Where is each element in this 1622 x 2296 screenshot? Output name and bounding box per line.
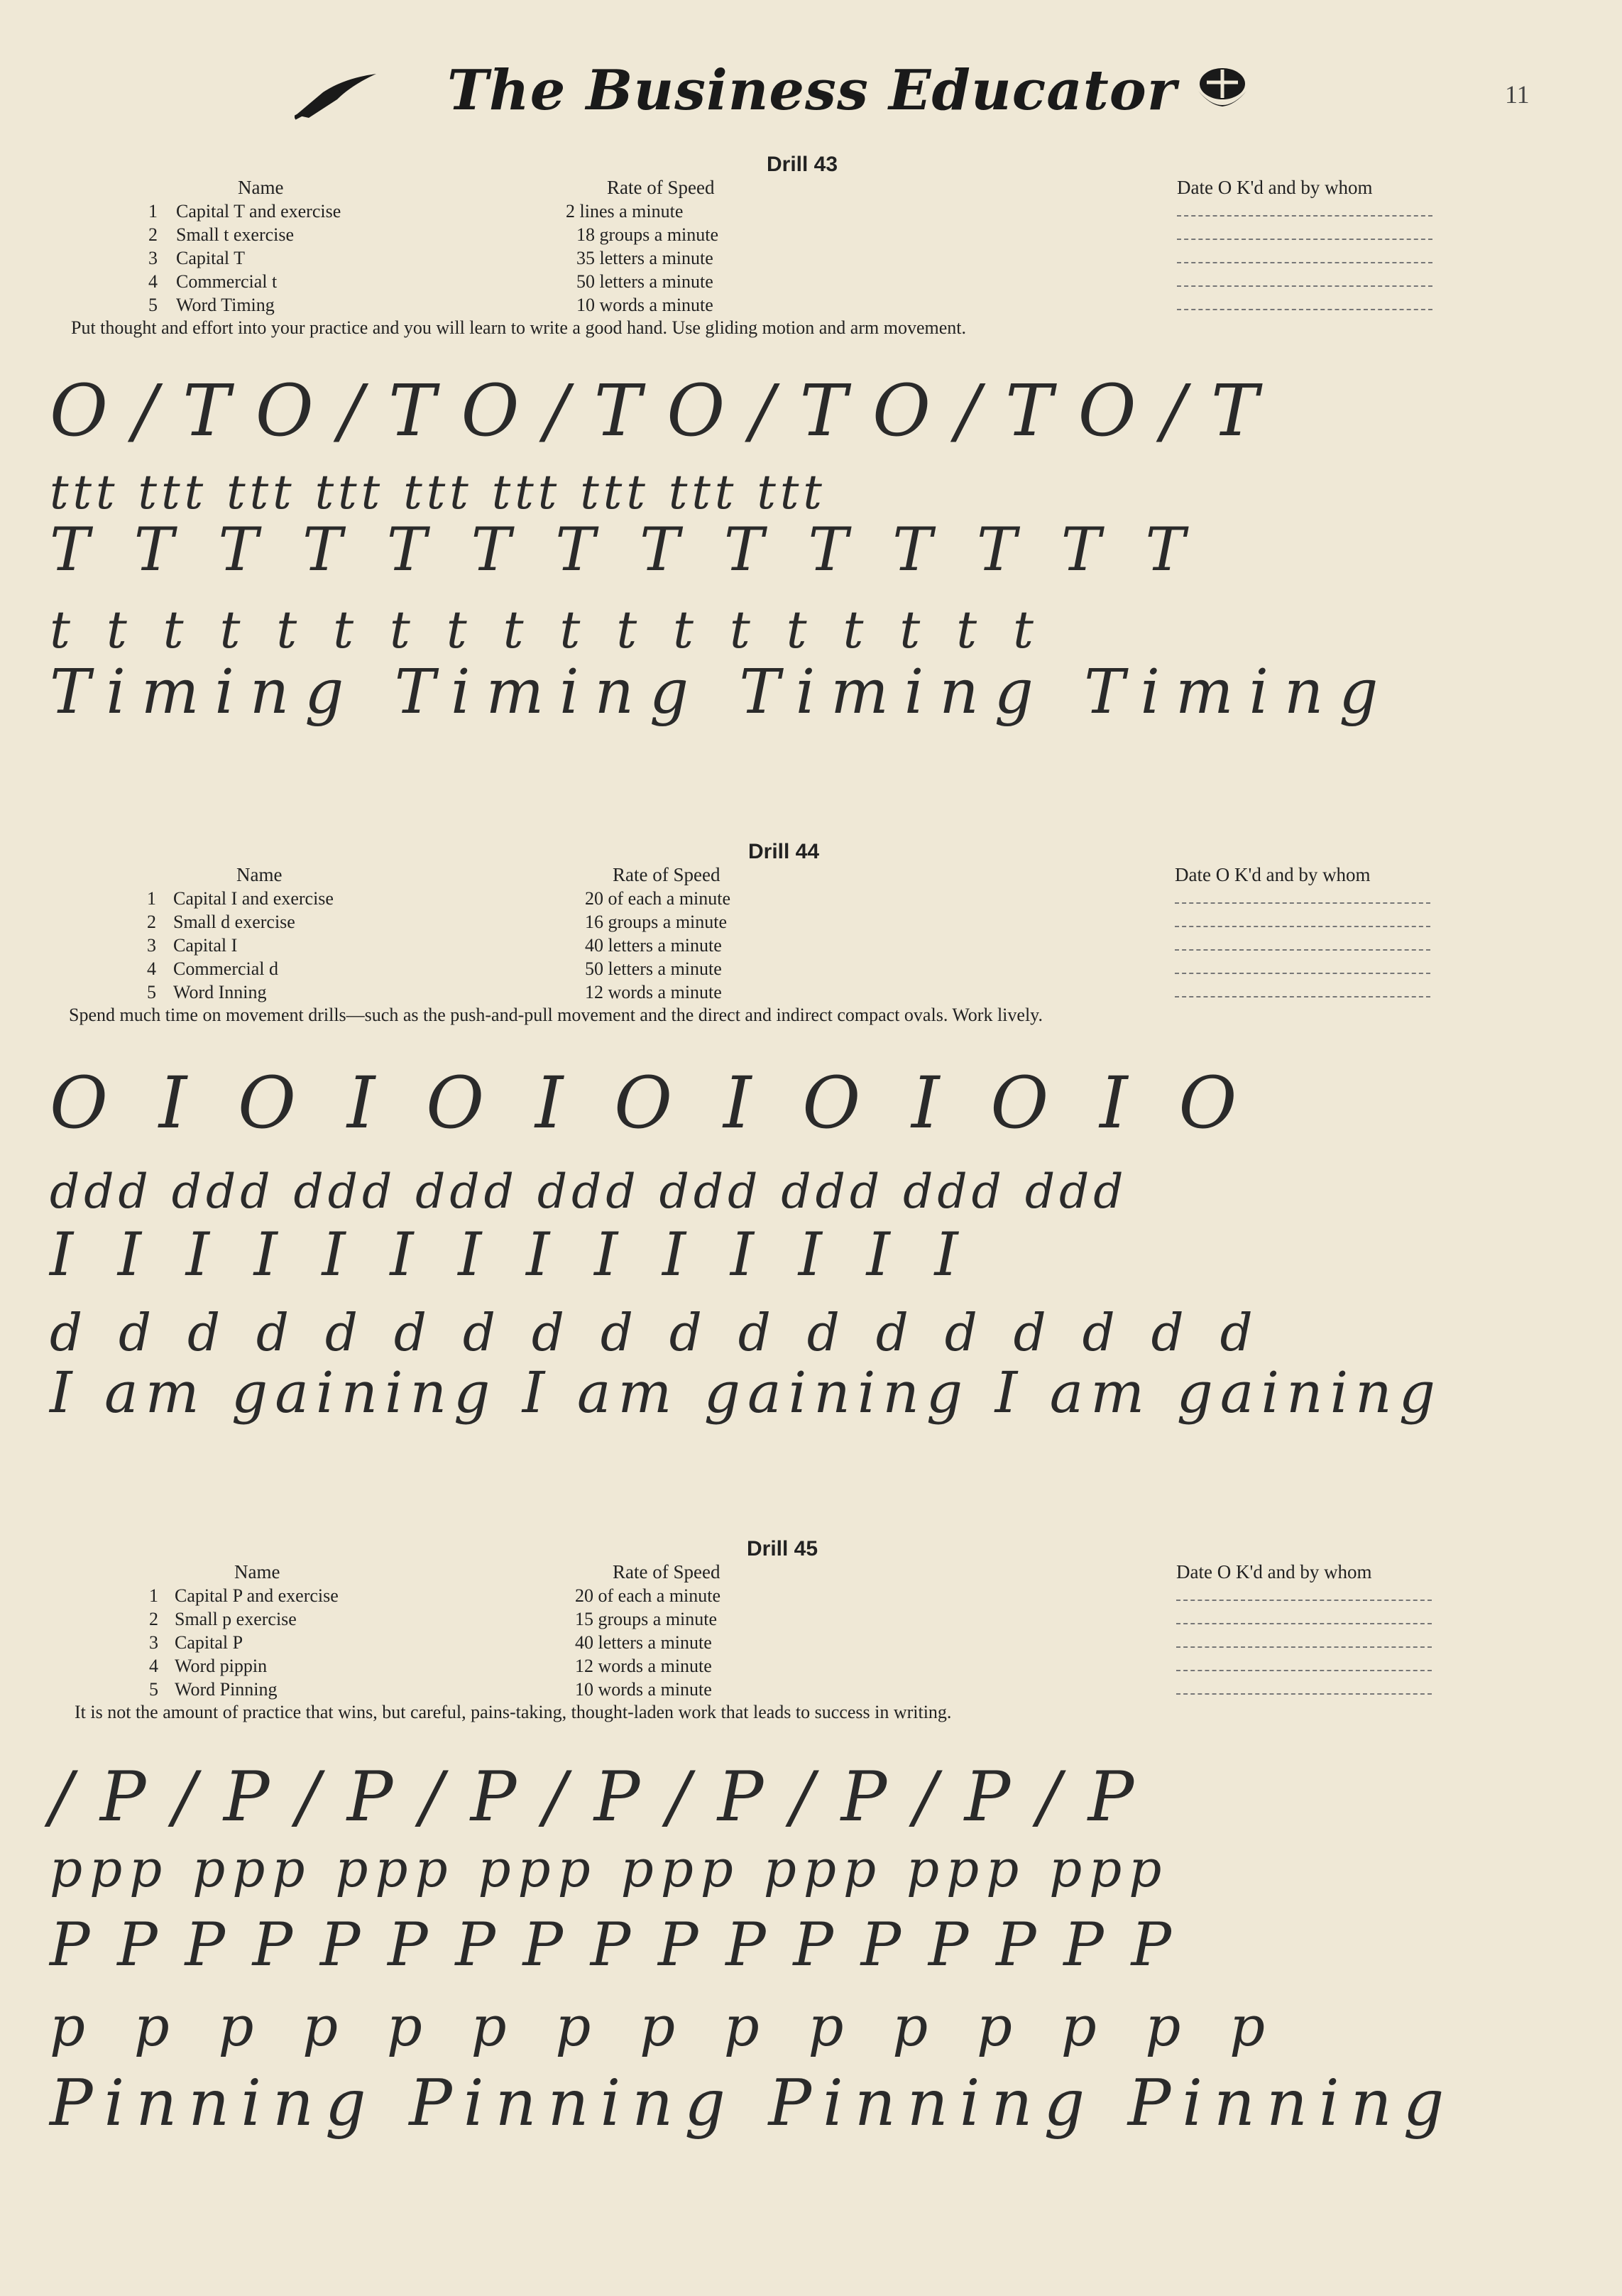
row-number: 5 — [148, 295, 158, 315]
column-date: Date O K'd and by whom — [1175, 864, 1371, 885]
drill-title: Drill 43 — [767, 153, 838, 176]
script-practice-line — [50, 1995, 1555, 2059]
row-rate: 10 words a minute — [575, 1679, 712, 1700]
table-row — [0, 888, 1622, 912]
table-row — [0, 982, 1622, 1005]
signature-blank — [1176, 1609, 1432, 1624]
row-number: 4 — [148, 271, 158, 292]
signature-blank — [1177, 295, 1432, 310]
drill-title: Drill 44 — [748, 840, 820, 863]
script-text: Pinning Pinning Pinning Pinning — [50, 2066, 1456, 2141]
row-rate: 12 words a minute — [575, 1656, 712, 1676]
row-number: 2 — [148, 224, 158, 245]
table-row — [0, 271, 1622, 295]
column-date: Date O K'd and by whom — [1177, 177, 1373, 198]
script-text: ttt ttt ttt ttt ttt ttt ttt ttt ttt — [50, 465, 826, 520]
script-practice-line — [50, 369, 1555, 454]
table-row — [0, 958, 1622, 982]
row-number: 1 — [149, 1585, 158, 1606]
row-number: 1 — [147, 888, 156, 909]
script-practice-line — [50, 1839, 1555, 1903]
masthead — [0, 50, 1622, 135]
emblem-icon — [1193, 62, 1253, 119]
column-name: Name — [238, 177, 284, 198]
row-number: 3 — [149, 1632, 158, 1653]
signature-blank — [1176, 1632, 1432, 1648]
signature-blank — [1175, 958, 1430, 974]
row-number: 5 — [149, 1679, 158, 1700]
row-number: 5 — [147, 982, 156, 1002]
column-rate: Rate of Speed — [607, 177, 715, 198]
table-row — [0, 1585, 1622, 1609]
script-practice-line — [50, 1220, 1555, 1291]
script-practice-line — [50, 515, 1555, 586]
table-row — [0, 1609, 1622, 1632]
script-text: O I O I O I O I O I O I O — [50, 1061, 1251, 1144]
table-row — [0, 1656, 1622, 1679]
script-practice-line — [50, 1910, 1555, 1981]
table-row — [0, 1632, 1622, 1656]
row-name: Capital I — [173, 935, 238, 956]
script-practice-line — [50, 1303, 1555, 1360]
row-rate: 50 letters a minute — [576, 271, 713, 292]
table-row — [0, 935, 1622, 958]
row-name: Capital T — [176, 248, 246, 268]
table-row — [0, 912, 1622, 935]
publication-title: The Business Educator — [447, 58, 1177, 123]
script-text: ppp ppp ppp ppp ppp ppp ppp ppp — [50, 1839, 1169, 1898]
column-rate: Rate of Speed — [613, 864, 720, 885]
row-name: Commercial t — [176, 271, 278, 292]
signature-blank — [1175, 888, 1430, 904]
row-rate: 40 letters a minute — [575, 1632, 712, 1653]
row-name: Word Timing — [176, 295, 275, 315]
script-practice-line — [50, 465, 1555, 522]
row-rate: 16 groups a minute — [585, 912, 728, 932]
script-text: p p p p p p p p p p p p p p p — [50, 1995, 1281, 2059]
row-name: Capital T and exercise — [176, 201, 341, 222]
drill-note: It is not the amount of practice that wins, but careful, pains-taking, thought-laden work that leads to success in writing. — [75, 1702, 952, 1722]
script-practice-line — [50, 657, 1555, 749]
signature-blank — [1175, 982, 1430, 997]
row-number: 4 — [149, 1656, 158, 1676]
row-rate: 18 groups a minute — [576, 224, 719, 245]
row-name: Capital P and exercise — [175, 1585, 339, 1606]
row-rate: 40 letters a minute — [585, 935, 722, 956]
column-rate: Rate of Speed — [613, 1561, 720, 1582]
row-rate: 12 words a minute — [585, 982, 722, 1002]
script-text: I am gaining I am gaining I am gaining — [50, 1360, 1442, 1426]
signature-blank — [1175, 912, 1430, 927]
signature-blank — [1177, 201, 1432, 217]
signature-blank — [1177, 248, 1432, 263]
signature-blank — [1175, 935, 1430, 951]
script-practice-line — [50, 1360, 1555, 1452]
row-rate: 20 of each a minute — [575, 1585, 721, 1606]
drill-note: Spend much time on movement drills—such as the push-and-pull movement and the direct and indirect compact ovals. Work lively. — [69, 1005, 1043, 1025]
signature-blank — [1177, 224, 1432, 240]
row-rate: 10 words a minute — [576, 295, 713, 315]
column-date: Date O K'd and by whom — [1176, 1561, 1372, 1582]
script-practice-line — [50, 2066, 1555, 2165]
script-text: d d d d d d d d d d d d d d d d d d — [50, 1303, 1263, 1362]
signature-blank — [1176, 1679, 1432, 1695]
signature-blank — [1176, 1585, 1432, 1601]
script-practice-line — [50, 600, 1555, 660]
row-name: Small d exercise — [173, 912, 295, 932]
row-name: Commercial d — [173, 958, 279, 979]
script-text: P P P P P P P P P P P P P P P P P — [50, 1910, 1176, 1979]
script-text: O / T O / T O / T O / T O / T O / T — [50, 369, 1260, 452]
signature-blank — [1177, 271, 1432, 287]
drill-note: Put thought and effort into your practice and you will learn to write a good hand. Use gliding motion and arm movement. — [71, 317, 966, 338]
row-number: 2 — [149, 1609, 158, 1629]
row-name: Word Inning — [173, 982, 267, 1002]
script-text: t t t t t t t t t t t t t t t t t t — [50, 600, 1043, 660]
row-number: 1 — [148, 201, 158, 222]
table-row — [0, 295, 1622, 318]
table-row — [0, 248, 1622, 271]
page-number: 11 — [1505, 80, 1530, 109]
drill-title: Drill 45 — [747, 1537, 818, 1560]
row-name: Capital P — [175, 1632, 243, 1653]
script-practice-line — [50, 1757, 1555, 1842]
column-name: Name — [236, 864, 283, 885]
signature-blank — [1176, 1656, 1432, 1671]
row-name: Capital I and exercise — [173, 888, 334, 909]
table-row — [0, 1679, 1622, 1702]
quill-pen-icon — [295, 71, 380, 121]
row-rate: 20 of each a minute — [585, 888, 731, 909]
script-practice-line — [50, 1061, 1555, 1147]
row-rate: 50 letters a minute — [585, 958, 722, 979]
row-number: 3 — [148, 248, 158, 268]
script-text: / P / P / P / P / P / P / P / P / P — [50, 1757, 1137, 1837]
row-name: Word Pinning — [175, 1679, 278, 1700]
row-rate: 35 letters a minute — [576, 248, 713, 268]
script-text: ddd ddd ddd ddd ddd ddd ddd ddd ddd — [50, 1164, 1128, 1219]
row-number: 3 — [147, 935, 156, 956]
row-name: Word pippin — [175, 1656, 268, 1676]
script-text: I I I I I I I I I I I I I I — [50, 1220, 971, 1289]
row-name: Small t exercise — [176, 224, 295, 245]
row-rate: 15 groups a minute — [575, 1609, 718, 1629]
table-row — [0, 201, 1622, 224]
row-rate: 2 lines a minute — [566, 201, 684, 222]
row-name: Small p exercise — [175, 1609, 297, 1629]
script-text: Timing Timing Timing Timing — [50, 657, 1394, 728]
row-number: 4 — [147, 958, 156, 979]
table-row — [0, 224, 1622, 248]
row-number: 2 — [147, 912, 156, 932]
script-text: T T T T T T T T T T T T T T — [50, 515, 1198, 584]
script-practice-line — [50, 1164, 1555, 1221]
column-name: Name — [234, 1561, 280, 1582]
